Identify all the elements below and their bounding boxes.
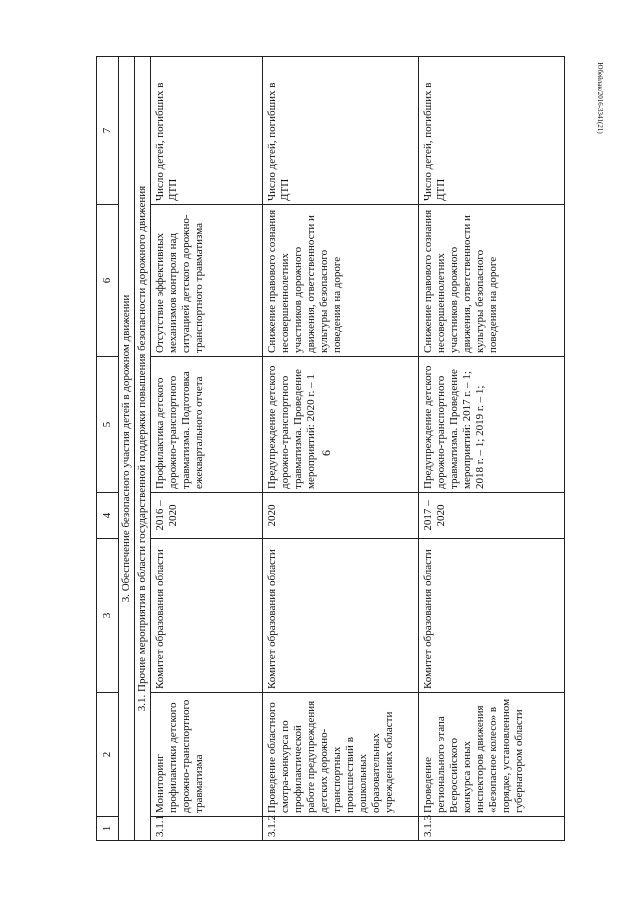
period: 2017 – 2020 (419, 493, 565, 539)
indicator: Число детей, погибших в ДТП (263, 57, 419, 205)
column-number: 4 (97, 493, 119, 539)
measures: Профилактика детского дорожно-транспортного травматизма. Подготовка ежеквартального отчета (151, 357, 263, 493)
subsection-row (135, 57, 151, 841)
column-number: 1 (97, 817, 119, 841)
rotated-table-container (96, 57, 562, 841)
indicator: Число детей, погибших в ДТП (419, 57, 565, 205)
measure-name: Проведение областного смотра-конкурса по профилактической работе предупреждения детских дорожно-транспортных происшествий в дошкольных образовательных учреждениях области (263, 693, 419, 817)
executor: Комитет образования области (263, 539, 419, 693)
row-number: 3.1.1 (151, 817, 263, 841)
table-row (151, 57, 263, 841)
section-title: 3. Обеспечение безопасного участия детей в дорожном движении (119, 57, 135, 841)
table-row (263, 57, 419, 841)
measure-name: Мониторинг профилактики детского дорожно-транспортного травматизма (151, 693, 263, 817)
measures: Предупреждение детского дорожно-транспортного травматизма. Проведение мероприятий: 2017 г. – 1; 2018 г. – 1; 2019 г. – 1; (419, 357, 565, 493)
measure-name: Проведение регионального этапа Всероссийского конкурса юных инспекторов движения «Безопасное колесо» в порядке, установленном губернатором области (419, 693, 565, 817)
result: Отсутствие эффективных механизмов контроля над ситуацией детского дорожно-транспортного травматизма (151, 205, 263, 357)
column-number: 2 (97, 693, 119, 817)
section-row (119, 57, 135, 841)
column-number: 3 (97, 539, 119, 693)
column-number-row (97, 57, 119, 841)
executor: Комитет образования области (151, 539, 263, 693)
column-number: 6 (97, 205, 119, 357)
document-code: Юбейлак/2016-3341(21) (596, 62, 604, 134)
page-number: 9 (319, 450, 334, 456)
subsection-title: 3.1. Прочие мероприятия в области государственной поддержки повышения безопасности дорожного движения (135, 57, 151, 841)
executor: Комитет образования области (419, 539, 565, 693)
period: 2020 (263, 493, 419, 539)
row-number: 3.1.2 (263, 817, 419, 841)
result: Снижение правового сознания несовершеннолетних участников дорожного движения, ответственности и культуры безопасного поведения на дороге (419, 205, 565, 357)
column-number: 7 (97, 57, 119, 205)
column-number: 5 (97, 357, 119, 493)
indicator: Число детей, погибших в ДТП (151, 57, 263, 205)
row-number: 3.1.3 (419, 817, 565, 841)
period: 2016 – 2020 (151, 493, 263, 539)
measures-table (96, 56, 565, 841)
result: Снижение правового сознания несовершеннолетних участников дорожного движения, ответственности и культуры безопасного поведения на дороге (263, 205, 419, 357)
table-row (419, 57, 565, 841)
measures: Предупреждение детского дорожно-транспортного травматизма. Проведение мероприятий: 2020 г. – 1 (263, 357, 419, 493)
